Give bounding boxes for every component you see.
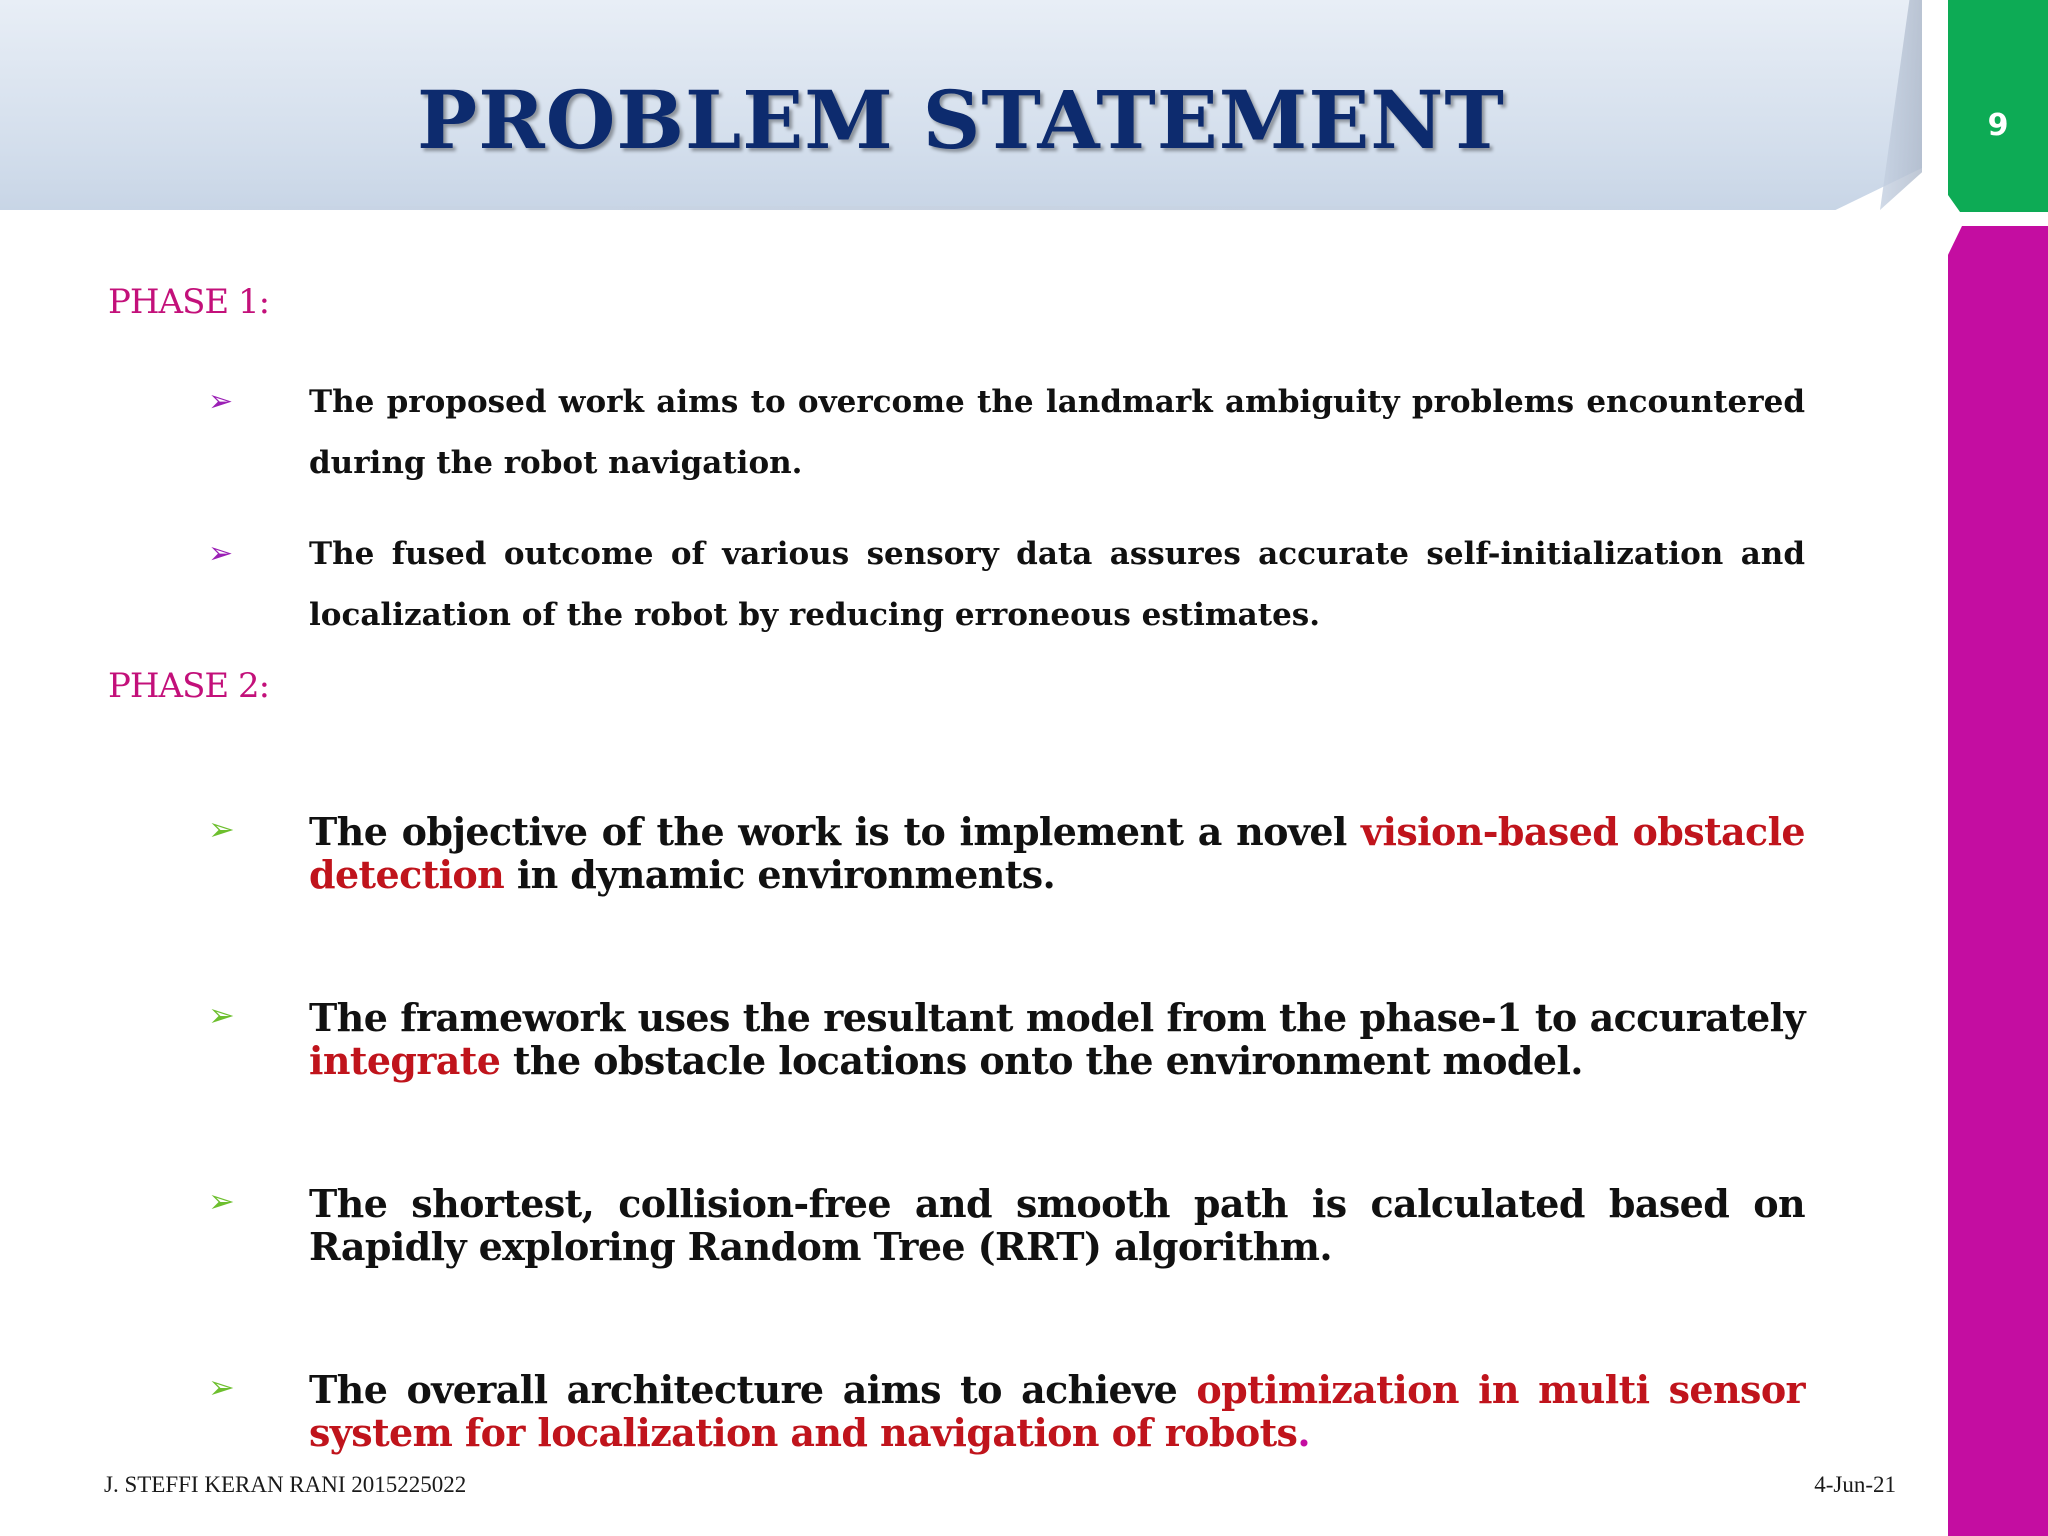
highlighted-text: optimization in multi sensor system for localization and navigation of robots (309, 1367, 1805, 1455)
footer-author: J. STEFFI KERAN RANI 2015225022 (104, 1472, 467, 1497)
bullet-text: The overall architecture aims to achieve (309, 1367, 1197, 1412)
bullet-text: . (1297, 1410, 1310, 1455)
slide-number-tab (1948, 0, 2048, 212)
bullet-text: in dynamic environments. (504, 852, 1056, 897)
phase-1-heading: PHASE 1: (108, 282, 270, 322)
bullet-text: the obstacle locations onto the environment model. (500, 1038, 1583, 1083)
bullet-arrow-icon: ➢ (208, 384, 234, 419)
bullet-text: The objective of the work is to implement a novel (309, 809, 1362, 854)
phase-2-bullet-3: The shortest, collision-free and smooth path is calculated based on Rapidly exploring Random Tree (RRT) algorithm. (309, 1181, 1805, 1269)
phase-2-bullet-4 (309, 1368, 1805, 1454)
bullet-arrow-icon: ➢ (208, 1368, 235, 1406)
highlighted-text: vision-based obstacle detection (309, 809, 1805, 897)
bullet-arrow-icon: ➢ (208, 810, 235, 848)
bullet-arrow-icon: ➢ (208, 1182, 235, 1220)
phase-1-bullet-2: The fused outcome of various sensory data assures accurate self-initialization and localization of the robot by reducing erroneous estimates. (309, 536, 1805, 633)
phase-2-bullet-2 (309, 996, 1805, 1082)
bullet-text: The framework uses the resultant model from the phase-1 to accurately (309, 995, 1805, 1040)
slide-number: 9 (1987, 108, 2009, 143)
highlighted-text: integrate (309, 1038, 501, 1083)
bullet-arrow-icon: ➢ (208, 996, 235, 1034)
page-title: PROBLEM STATEMENT (417, 73, 1505, 167)
bullet-arrow-icon: ➢ (208, 536, 234, 571)
footer-date: 4-Jun-21 (1814, 1472, 1896, 1497)
phase-1-bullet-1: The proposed work aims to overcome the landmark ambiguity problems encountered during the robot navigation. (309, 384, 1805, 481)
side-accent-bar (1948, 226, 2048, 1536)
title-underline (70, 206, 1790, 210)
phase-2-heading: PHASE 2: (108, 666, 270, 706)
phase-2-bullet-1 (309, 810, 1805, 896)
